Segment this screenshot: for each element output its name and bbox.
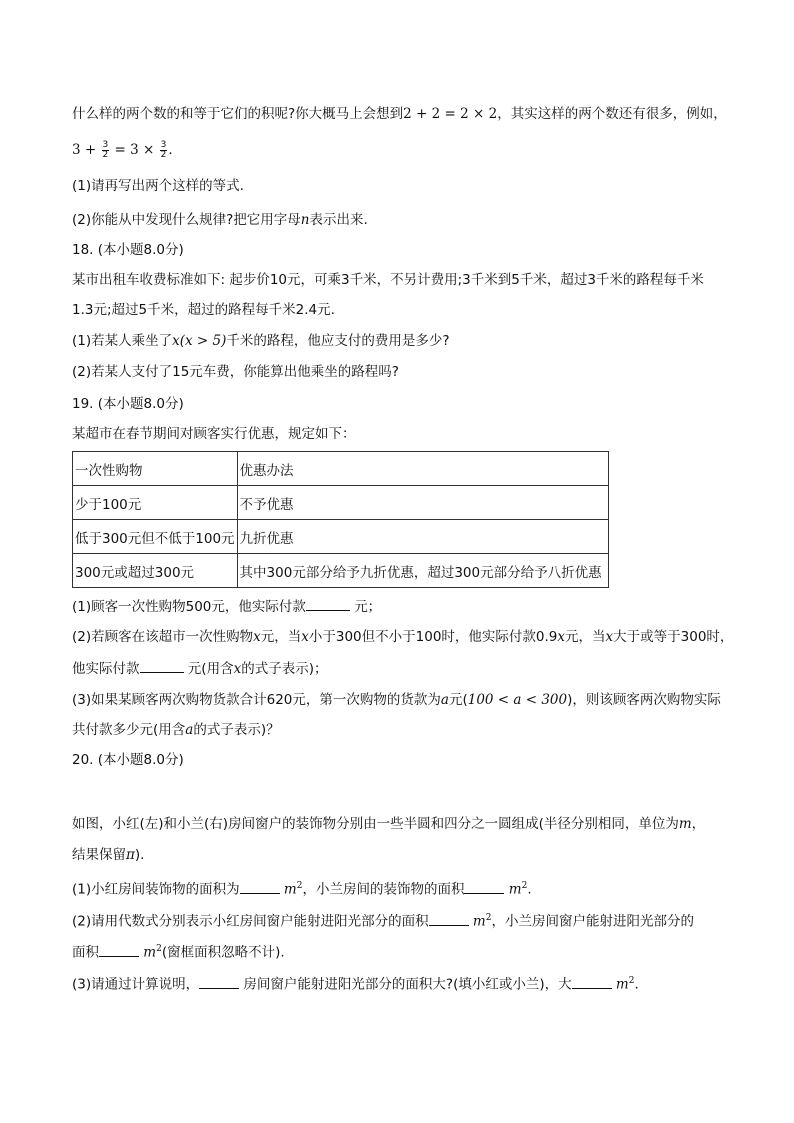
q20-intro-line2: 结果保留π). (72, 847, 145, 863)
answer-blank[interactable] (572, 974, 612, 989)
q17-part1: (1)请再写出两个这样的等式. (72, 178, 244, 194)
table-row (73, 452, 609, 486)
discount-table (72, 451, 609, 588)
q18-math: x(x > 5) (172, 333, 227, 349)
q19-intro: 某超市在春节期间对顾客实行优惠，规定如下： (72, 426, 356, 442)
q18-part2: (2)若某人支付了15元车费，你能算出他乘坐的路程吗? (72, 364, 399, 380)
q20-intro: 如图，小红(左)和小兰(右)房间窗户的装饰物分别由一些半圆和四分之一圆组成(半径分别相同，单位为m， (72, 816, 706, 832)
q19-part2-line2: 他实际付款 元(用含x的式子表示)； (72, 658, 327, 679)
q20-part2: (2)请用代数式分别表示小红房间窗户能射进阳光部分的面积 $m^2$，小兰房间窗户能射进阳光部分的 (72, 908, 694, 932)
table-row (73, 520, 609, 554)
q20-part3: (3)请通过计算说明， 房间窗户能射进阳光部分的面积大?(填小红或小兰)，大 $m^2$. (72, 971, 639, 995)
q19-part3: (3)如果某顾客两次购物货款合计620元，第一次购物的货款为a元(100 < a < 300)，则该顾客两次购物实际 (72, 692, 721, 708)
table-cell: 300元或超过300元 (73, 554, 238, 588)
fraction: $\frac{3}{2}$ (102, 139, 109, 160)
q20-part1: (1)小红房间装饰物的面积为 $m^2$，小兰房间的装饰物的面积 $m^2$. (72, 876, 532, 900)
q19-inequality: 100 < a < 300 (467, 692, 568, 708)
table-cell: 优惠办法 (237, 452, 608, 486)
fraction: $\frac{3}{2}$ (160, 139, 167, 160)
table-cell: 低于300元但不低于100元 (73, 520, 238, 554)
answer-blank[interactable] (240, 879, 280, 894)
answer-blank[interactable] (464, 879, 504, 894)
answer-blank[interactable] (306, 596, 350, 611)
answer-blank[interactable] (140, 658, 184, 673)
answer-blank[interactable] (199, 974, 239, 989)
answer-blank[interactable] (429, 911, 469, 926)
table-row (73, 554, 609, 588)
table-row (73, 486, 609, 520)
q17-example-right: = 3 × (114, 142, 155, 158)
q18-line2: 1.3元;超过5千米，超过的路程每千米2.4元. (72, 302, 335, 318)
q17-intro-equation: 2 + 2 = 2 × 2 (403, 106, 498, 122)
pi-symbol: π (126, 847, 135, 863)
table-cell: 其中300元部分给予九折优惠，超过300元部分给予八折优惠 (237, 554, 608, 588)
q19-part1: (1)顾客一次性购物500元，他实际付款 元； (72, 596, 381, 617)
q18-header: 18. (本小题8.0分) (72, 242, 184, 258)
q18-part1: (1)若某人乘坐了x(x > 5)千米的路程，他应支付的费用是多少? (72, 333, 450, 349)
q17-example-left: 3 + (72, 142, 97, 158)
q18-line1: 某市出租车收费标准如下: 起步价10元，可乘3千米，不另计费用;3千米到5千米，超过3千米的路程每千米 (72, 272, 704, 288)
q17-part2: (2)你能从中发现什么规律?把它用字母n表示出来. (72, 212, 368, 228)
q19-part3-line2: 共付款多少元(用含a的式子表示)？ (72, 722, 280, 738)
answer-blank[interactable] (99, 942, 139, 957)
q17-example: 3 + $\frac{3}{2}$ = 3 × $\frac{3}{2}$ . (72, 139, 173, 160)
q19-header: 19. (本小题8.0分) (72, 396, 184, 412)
variable-n: n (300, 212, 310, 228)
table-cell: 少于100元 (73, 486, 238, 520)
q20-part2-line2: 面积 $m^2$(窗框面积忽略不计). (72, 939, 285, 963)
q17-intro-text-end: ，其实这样的两个数还有很多，例如， (497, 106, 727, 122)
table-cell: 一次性购物 (73, 452, 238, 486)
q17-intro-text: 什么样的两个数的和等于它们的积呢?你大概马上会想到 (72, 106, 404, 122)
q19-part2: (2)若顾客在该超市一次性购物x元，当x小于300但不小于100时，他实际付款0.9x元，当x大于或等于300时， (72, 629, 734, 645)
table-cell: 不予优惠 (237, 486, 608, 520)
table-cell: 九折优惠 (237, 520, 608, 554)
q20-header: 20. (本小题8.0分) (72, 752, 184, 768)
q17-intro (72, 104, 727, 124)
